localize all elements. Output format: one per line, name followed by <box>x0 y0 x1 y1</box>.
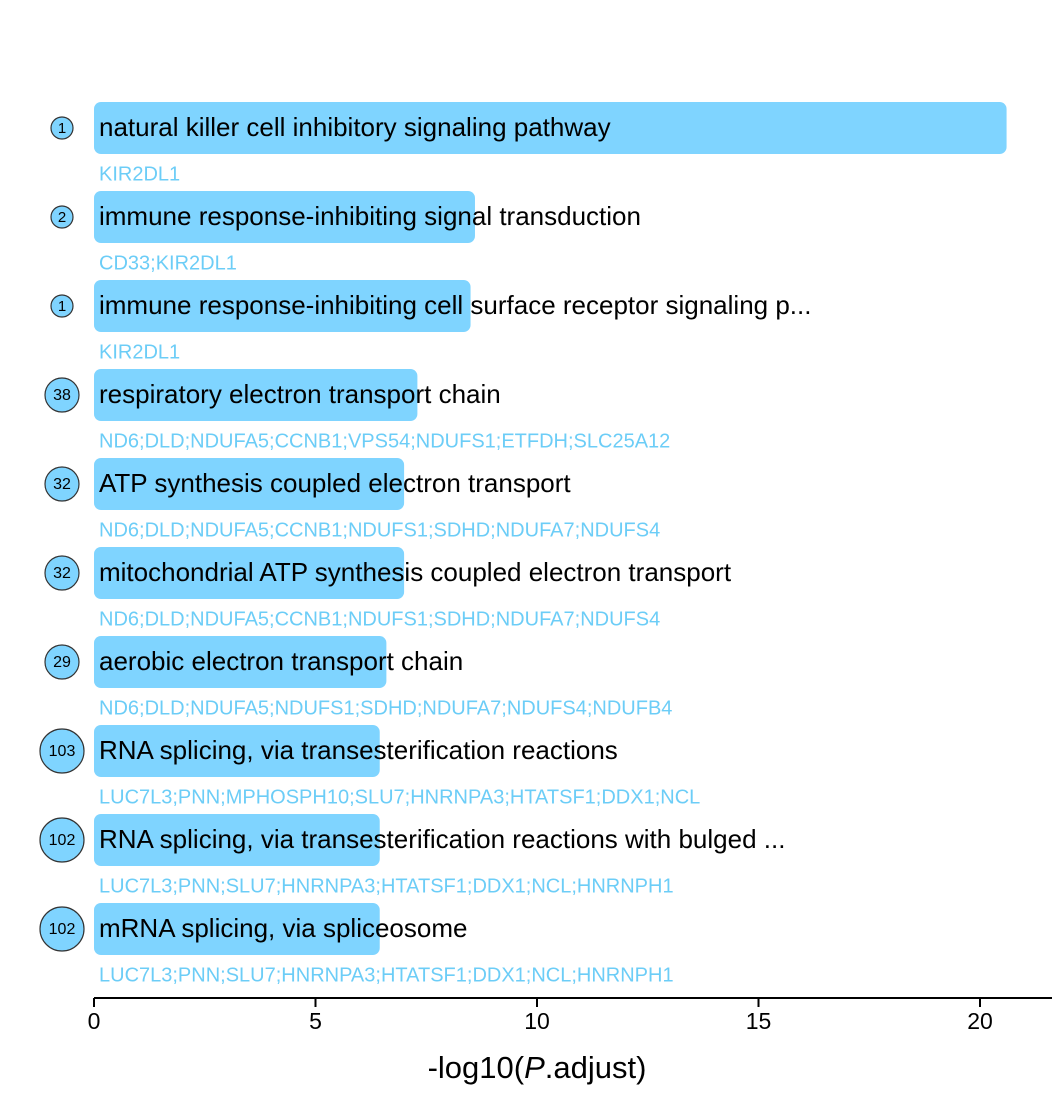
count-label-4: 38 <box>53 387 71 405</box>
count-label-10: 102 <box>48 921 76 939</box>
term-label-6: mitochondrial ATP synthesis coupled electron transport <box>99 556 732 587</box>
term-label-10: mRNA splicing, via spliceosome <box>99 912 468 943</box>
term-label-1: natural killer cell inhibitory signaling pathway <box>99 111 611 142</box>
term-label-9: RNA splicing, via transesterification reactions with bulged ... <box>99 823 786 854</box>
count-label-1: 1 <box>57 119 67 137</box>
gene-label-3: KIR2DL1 <box>99 341 181 364</box>
gene-label-4: ND6;DLD;NDUFA5;CCNB1;VPS54;NDUFS1;ETFDH;SLC25A12 <box>99 430 671 453</box>
gene-label-8: LUC7L3;PNN;MPHOSPH10;SLU7;HNRNPA3;HTATSF1;DDX1;NCL <box>99 786 701 809</box>
count-label-9: 102 <box>48 832 76 850</box>
count-label-7: 29 <box>53 654 71 672</box>
count-label-5: 32 <box>53 476 71 494</box>
x-tick-label-15: 15 <box>745 1008 772 1034</box>
term-label-5: ATP synthesis coupled electron transport <box>99 467 571 498</box>
x-tick-label-5: 5 <box>309 1008 322 1034</box>
count-label-2: 2 <box>57 208 67 226</box>
gene-label-1: KIR2DL1 <box>99 163 181 186</box>
x-tick-label-0: 0 <box>87 1008 101 1034</box>
count-label-3: 1 <box>57 297 67 315</box>
gene-label-6: ND6;DLD;NDUFA5;CCNB1;NDUFS1;SDHD;NDUFA7;NDUFS4 <box>99 608 661 631</box>
term-label-4: respiratory electron transport chain <box>99 378 501 409</box>
term-label-3: immune response-inhibiting cell surface receptor signaling p... <box>99 289 812 320</box>
gene-label-10: LUC7L3;PNN;SLU7;HNRNPA3;HTATSF1;DDX1;NCL;HNRNPH1 <box>99 964 674 987</box>
gene-label-9: LUC7L3;PNN;SLU7;HNRNPA3;HTATSF1;DDX1;NCL;HNRNPH1 <box>99 875 674 898</box>
x-axis-title: -log10(P.adjust) <box>427 1050 647 1085</box>
term-label-8: RNA splicing, via transesterification reactions <box>99 734 618 765</box>
x-tick-label-10: 10 <box>524 1008 550 1034</box>
count-label-8: 103 <box>48 743 76 761</box>
term-label-7: aerobic electron transport chain <box>99 645 464 676</box>
x-tick-label-20: 20 <box>967 1008 993 1034</box>
count-label-6: 32 <box>53 565 71 583</box>
gene-label-5: ND6;DLD;NDUFA5;CCNB1;NDUFS1;SDHD;NDUFA7;NDUFS4 <box>99 519 661 542</box>
gene-label-2: CD33;KIR2DL1 <box>99 252 237 275</box>
gene-label-7: ND6;DLD;NDUFA5;NDUFS1;SDHD;NDUFA7;NDUFS4;NDUFB4 <box>99 697 673 720</box>
term-label-2: immune response-inhibiting signal transduction <box>99 200 641 231</box>
